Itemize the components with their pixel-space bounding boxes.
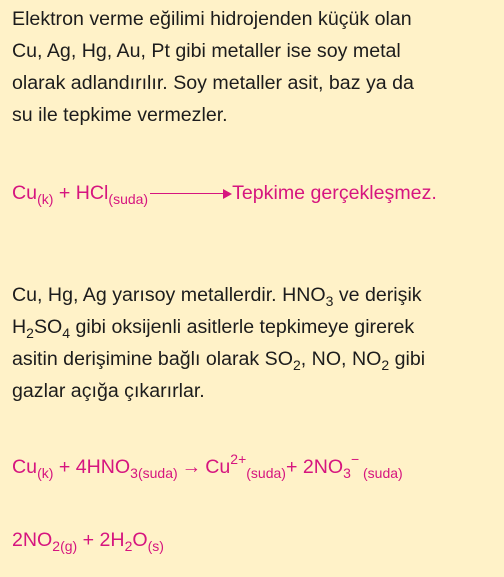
formula-o: O (132, 529, 148, 551)
paragraph-line: Elektron verme eğilimi hidrojenden küçük olan (12, 8, 412, 30)
text-segment: gibi (389, 348, 426, 370)
state-label: (k) (37, 465, 54, 481)
reaction-arrow-icon: → (181, 456, 202, 478)
text-segment: gibi oksijenli asitlerle tepkimeye girerek (70, 316, 415, 338)
formula-h2o: + 2H (77, 529, 125, 551)
formula-cu: Cu (12, 456, 38, 478)
subscript: 3 (343, 465, 351, 481)
paragraph-line (12, 279, 496, 311)
equation-cu-hcl (12, 181, 437, 205)
ion-charge: − (350, 451, 360, 467)
formula-no2: 2NO (12, 529, 53, 551)
text-segment: SO (33, 316, 63, 338)
paragraph-line: gazlar açığa çıkarırlar. (12, 380, 205, 402)
text-segment: , NO, NO (300, 348, 382, 370)
state-label: 3(suda) (130, 465, 178, 481)
state-label: (k) (37, 191, 54, 207)
formula-hcl: HCl (75, 182, 109, 204)
state-label: (suda) (246, 465, 286, 481)
state-label: (suda) (108, 191, 149, 207)
plus-sign: + (58, 182, 71, 204)
formula-cu: Cu (12, 182, 38, 204)
text-segment: H (12, 316, 27, 338)
reaction-result: Tepkime gerçekleşmez. (232, 182, 437, 204)
subscript: 2 (124, 538, 133, 554)
formula-hno3: + 4HNO (58, 456, 131, 478)
paragraph-noble-metals (12, 3, 496, 131)
paragraph-line: olarak adlandırılır. Soy metaller asit, baz ya da (12, 72, 414, 94)
text-segment: ve derişik (333, 284, 422, 306)
subscript: 2 (26, 325, 34, 341)
reaction-arrow-icon (150, 189, 232, 199)
paragraph-line: su ile tepkime vermezler. (12, 104, 228, 126)
text-segment: asitin derişimine bağlı olarak SO (12, 348, 293, 370)
formula-no3: + 2NO (285, 456, 344, 478)
subscript: 4 (62, 325, 71, 341)
ion-charge: 2+ (230, 451, 247, 467)
paragraph-line (12, 343, 496, 375)
state-label: (s) (147, 538, 164, 554)
state-label: (suda) (359, 465, 403, 481)
subscript: 2 (292, 357, 301, 373)
subscript: 3 (325, 293, 334, 309)
paragraph-semi-noble-metals (12, 279, 496, 407)
formula-cu-ion: Cu (205, 456, 231, 478)
subscript: 2 (381, 357, 390, 373)
paragraph-line (12, 311, 496, 343)
equation-products-continued (12, 528, 164, 552)
state-label: 2(g) (52, 538, 78, 554)
paragraph-line: Cu, Ag, Hg, Au, Pt gibi metaller ise soy metal (12, 40, 401, 62)
text-segment: Cu, Hg, Ag yarısoy metallerdir. HNO (12, 284, 326, 306)
equation-cu-hno3 (12, 451, 403, 481)
